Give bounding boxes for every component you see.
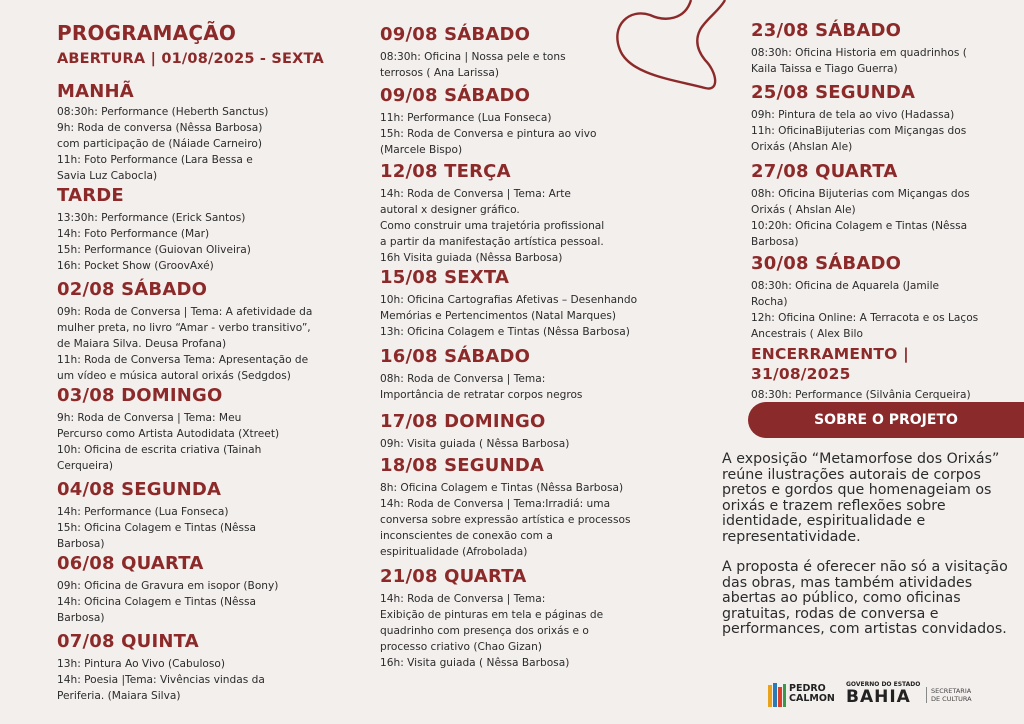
event-line: Memórias e Pertencimentos (Natal Marques) (380, 310, 617, 322)
event-line: Orixás ( Ahslan Ale) (751, 204, 856, 216)
day-2308 (751, 20, 967, 77)
event-line: 11h: Performance (Lua Fonseca) (380, 112, 552, 124)
logo-text: CALMON (789, 693, 835, 704)
day-heading: 09/08 SÁBADO (380, 24, 531, 45)
event-line: 11h: Roda de Conversa Tema: Apresentação de (57, 354, 309, 366)
logo-text: BAHIA (846, 687, 911, 707)
day-2508 (751, 82, 966, 155)
event-line: Ancestrais ( Alex Bilo (751, 328, 863, 340)
logo-text: PEDRO (789, 683, 826, 694)
event-line: 10h: Oficina de escrita criativa (Tainah (57, 444, 262, 456)
day-1708 (380, 411, 569, 452)
section-heading: TARDE (57, 185, 124, 206)
event-line: 14h: Oficina Colagem e Tintas (Nêssa (57, 596, 257, 608)
opening-heading: ABERTURA | 01/08/2025 - SEXTA (57, 51, 324, 67)
day-1608 (380, 346, 582, 403)
event-line: 14h: Roda de Conversa | Tema: Arte (380, 188, 571, 200)
encerramento (751, 344, 1011, 403)
event-line: Percurso como Artista Autodidata (Xtreet) (57, 428, 280, 440)
event-line: processo criativo (Chao Gizan) (380, 641, 543, 653)
event-line: Cerqueira) (57, 460, 113, 472)
day-0408 (57, 479, 256, 552)
logo-text: SECRETARIA (931, 687, 972, 695)
logo-text: GOVERNO DO ESTADO (846, 681, 921, 688)
day-2708 (751, 161, 970, 250)
event-line: 14h: Roda de Conversa | Tema: (380, 593, 546, 605)
about-text (722, 452, 1022, 653)
event-line: 16h Visita guiada (Nêssa Barbosa) (380, 252, 563, 264)
day-heading: 21/08 QUARTA (380, 566, 527, 587)
event-line: 13h: Pintura Ao Vivo (Cabuloso) (57, 658, 226, 670)
event-line: 9h: Roda de conversa (Nêssa Barbosa) (57, 122, 263, 134)
event-line: 15h: Oficina Colagem e Tintas (Nêssa (57, 522, 257, 534)
event-line: Orixás (Ahslan Ale) (751, 141, 853, 153)
event-line: 16h: Visita guiada ( Nêssa Barbosa) (380, 657, 570, 669)
event-line: com participação de (Náiade Carneiro) (57, 138, 262, 150)
event-line: 12h: Oficina Online: A Terracota e os Laços (751, 312, 979, 324)
event-line: espiritualidade (Afrobolada) (380, 546, 528, 558)
day-heading: 07/08 QUINTA (57, 631, 199, 652)
day-0208 (57, 279, 312, 384)
event-line: quadrinho com presença dos orixás e o (380, 625, 589, 637)
event-line: 08h: Oficina Bijuterias com Miçangas dos (751, 188, 970, 200)
event-line: 13:30h: Performance (Erick Santos) (57, 212, 246, 224)
event-line: 11h: OficinaBijuterias com Miçangas dos (751, 125, 967, 137)
event-line: Barbosa) (751, 236, 799, 248)
event-line: 09h: Roda de Conversa | Tema: A afetividade da (57, 306, 313, 318)
event-line: Periferia. (Maiara Silva) (57, 690, 181, 702)
event-line: Barbosa) (57, 538, 105, 550)
event-line: 15h: Roda de Conversa e pintura ao vivo (380, 128, 597, 140)
day-0908-a (380, 24, 566, 81)
event-line: Savia Luz Cabocla) (57, 170, 158, 182)
about-paragraph: A exposição “Metamorfose dos Orixás” reúne ilustrações autorais de corpos pretos e gordos que homenageiam os orixás e trazem reflexões sobre identidade, espiritualidade e representatividade. (722, 451, 1000, 545)
event-line: Barbosa) (57, 612, 105, 624)
day-heading: 30/08 SÁBADO (751, 253, 902, 274)
event-line: Kaila Taissa e Tiago Guerra) (751, 63, 898, 75)
event-line: Importância de retratar corpos negros (380, 389, 583, 401)
event-line: 15h: Performance (Guiovan Oliveira) (57, 244, 251, 256)
event-line: 16h: Pocket Show (GroovAxé) (57, 260, 214, 272)
event-line: 08h: Roda de Conversa | Tema: (380, 373, 546, 385)
event-line: 11h: Foto Performance (Lara Bessa e (57, 154, 253, 166)
event-line: conversa sobre expressão artística e processos (380, 514, 631, 526)
event-line: 09h: Oficina de Gravura em isopor (Bony) (57, 580, 279, 592)
day-heading: 15/08 SEXTA (380, 267, 510, 288)
event-line: (Marcele Bispo) (380, 144, 463, 156)
day-heading: 17/08 DOMINGO (380, 411, 546, 432)
event-line: 13h: Oficina Colagem e Tintas (Nêssa Barbosa) (380, 326, 630, 338)
day-2108 (380, 566, 603, 671)
day-1208 (380, 161, 604, 266)
event-line: 08:30h: Oficina de Aquarela (Jamile (751, 280, 940, 292)
day-heading: 04/08 SEGUNDA (57, 479, 222, 500)
bahia-government-logo (846, 681, 936, 711)
event-line: 09h: Pintura de tela ao vivo (Hadassa) (751, 109, 955, 121)
section-tarde (57, 185, 251, 274)
event-line: 10h: Oficina Cartografias Afetivas – Desenhando (380, 294, 638, 306)
day-0308 (57, 385, 279, 474)
event-line: Rocha) (751, 296, 788, 308)
event-line: 14h: Roda de Conversa | Tema:Irradiá: uma (380, 498, 611, 510)
day-heading: 03/08 DOMINGO (57, 385, 223, 406)
about-banner: SOBRE O PROJETO (748, 402, 1024, 438)
event-line: 10:20h: Oficina Colagem e Tintas (Nêssa (751, 220, 968, 232)
event-line: terrosos ( Ana Larissa) (380, 67, 500, 79)
day-heading: 25/08 SEGUNDA (751, 82, 916, 103)
day-heading: ENCERRAMENTO | 31/08/2025 (751, 345, 909, 383)
day-3008 (751, 253, 978, 342)
event-line: autoral x designer gráfico. (380, 204, 520, 216)
books-icon (768, 683, 786, 707)
event-line: um vídeo e música autoral orixás (Sedgdos) (57, 370, 291, 382)
event-line: 14h: Performance (Lua Fonseca) (57, 506, 229, 518)
event-line: 08:30h: Oficina Historia em quadrinhos ( (751, 47, 967, 59)
event-line: 08:30h: Performance (Silvânia Cerqueira) (751, 389, 971, 401)
day-heading: 16/08 SÁBADO (380, 346, 531, 367)
event-line: 8h: Oficina Colagem e Tintas (Nêssa Barbosa) (380, 482, 624, 494)
day-1508 (380, 267, 637, 340)
event-line: de Maiara Silva. Deusa Profana) (57, 338, 227, 350)
day-heading: 12/08 TERÇA (380, 161, 511, 182)
day-0608 (57, 553, 278, 626)
decorative-curve (605, 0, 755, 95)
section-manha (57, 81, 268, 184)
event-line: 14h: Foto Performance (Mar) (57, 228, 210, 240)
day-heading: 02/08 SÁBADO (57, 279, 208, 300)
event-line: Exibição de pinturas em tela e páginas de (380, 609, 604, 621)
section-heading: MANHÃ (57, 81, 134, 102)
event-line: 09h: Visita guiada ( Nêssa Barbosa) (380, 438, 570, 450)
event-line: 08:30h: Performance (Heberth Sanctus) (57, 106, 269, 118)
event-line: mulher preta, no livro “Amar - verbo transitivo”, (57, 322, 311, 334)
day-heading: 09/08 SÁBADO (380, 85, 531, 106)
event-line: a partir da manifestação artística pessoal. (380, 236, 604, 248)
day-1808 (380, 455, 630, 560)
event-line: Como construir uma trajetória profissional (380, 220, 605, 232)
secretaria-cultura-logo (926, 687, 972, 703)
event-line: 14h: Poesia |Tema: Vivências vindas da (57, 674, 265, 686)
pedro-calmon-logo (768, 681, 838, 711)
sponsor-logos (768, 681, 1008, 711)
logo-text: DE CULTURA (931, 695, 972, 703)
day-heading: 18/08 SEGUNDA (380, 455, 545, 476)
day-0908-b (380, 85, 596, 158)
page-title: PROGRAMAÇÃO (57, 21, 237, 45)
day-0708 (57, 631, 265, 704)
day-heading: 23/08 SÁBADO (751, 20, 902, 41)
day-heading: 27/08 QUARTA (751, 161, 898, 182)
event-line: 08:30h: Oficina | Nossa pele e tons (380, 51, 566, 63)
about-paragraph: A proposta é oferecer não só a visitação das obras, mas também atividades abertas ao público, como oficinas gratuitas, rodas de conversa e performances, com artistas convidados. (722, 559, 1008, 637)
event-line: 9h: Roda de Conversa | Tema: Meu (57, 412, 242, 424)
event-line: inconscientes de conexão com a (380, 530, 553, 542)
day-heading: 06/08 QUARTA (57, 553, 204, 574)
